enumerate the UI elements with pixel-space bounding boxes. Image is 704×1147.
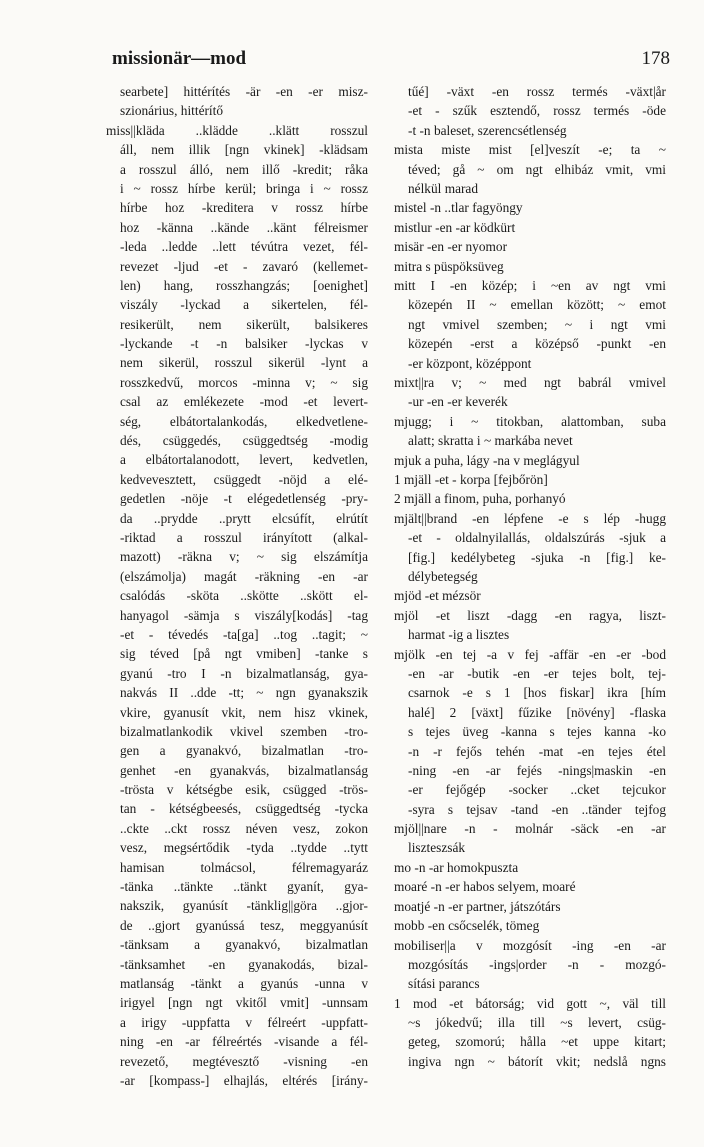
entry-line: -syra s tejsav -tand -en ..tänder tejfog bbox=[408, 801, 666, 817]
entry-line: mistel -n ..tlar fagyöngy bbox=[394, 200, 523, 216]
entry-line: csarnok -e s 1 [hos fiskar] ikra [hím bbox=[408, 685, 666, 701]
entry-line: közepén II ~ emellan között; ~ emot bbox=[408, 297, 666, 313]
entry-line: da ..prydde ..prytt elcsúfít, elrútít bbox=[120, 510, 368, 526]
entry-line: mobb -en csőcselék, tömeg bbox=[394, 918, 540, 934]
entry-line: -trösta v kétségbe esik, csügged -trös- bbox=[120, 782, 368, 798]
entry-line: a irigy -uppfatta v félreért -uppfatt- bbox=[120, 1014, 368, 1030]
entry-line: mo -n -ar homokpuszta bbox=[394, 859, 519, 875]
entry-line: viszály -lyckad a sikertelen, fél- bbox=[120, 297, 368, 313]
entry-line: i ~ rossz hírbe kerül; bringa i ~ rossz bbox=[120, 180, 368, 196]
entry-line: szionárius, hittérítő bbox=[120, 103, 224, 119]
entry-line: mista miste mist [el]veszít -e; ta ~ bbox=[394, 142, 666, 158]
entry-line: gen a gyanakvó, bizalmatlan -tro- bbox=[120, 743, 368, 759]
entry-line: vesz, megsértődik -tyda ..tydde ..tytt bbox=[120, 840, 368, 856]
entry-line: mazott) -räkna v; ~ sig elszámítja bbox=[120, 549, 368, 565]
entry-line: halé] 2 [växt] fűzike [növény] -flaska bbox=[408, 704, 666, 720]
entry-line: csalódás -sköta ..skötte ..skött el- bbox=[120, 588, 368, 604]
entry-line: revezet -ljud -et - zavaró (kellemet- bbox=[120, 258, 368, 274]
entry-line: gedetlen -nöje -t elégedetlenség -pry- bbox=[120, 491, 368, 507]
entry-line: tan - kétségbeesés, csüggedtség -tycka bbox=[120, 801, 368, 817]
entry-line: de ..gjort gyanússá tesz, meggyanúsít bbox=[120, 917, 368, 933]
entry-line: alatt; skratta i ~ markába nevet bbox=[408, 433, 573, 449]
entry-line: a rosszul álló, nem illő -kredit; råka bbox=[120, 161, 368, 177]
entry-line: -riktad a rosszul irányított (alkal- bbox=[120, 530, 368, 545]
entry-line: -et - oldalnyilallás, oldalszúrás -sjuk a bbox=[408, 530, 666, 546]
entry-line: téved; gå ~ om ngt elhibáz vmit, vmi bbox=[408, 161, 666, 177]
entry-line: -leda ..ledde ..lett tévútra vezet, fél- bbox=[120, 239, 368, 255]
entry-line: mjöl||nare -n - molnár -säck -en -ar bbox=[394, 821, 666, 837]
entry-line: tűé] -växt -en rossz termés -växt|år bbox=[408, 84, 666, 99]
entry-line: vkire, gyanusít vkit, nem hisz vkinek, bbox=[120, 704, 368, 720]
entry-line: -et - tévedés -ta[ga] ..tog ..tagit; ~ bbox=[120, 626, 368, 642]
entry-line: -tänksam a gyanakvó, bizalmatlan bbox=[120, 937, 368, 953]
entry-line: -lyckande -t -n balsiker -lyckas v bbox=[120, 336, 368, 352]
entry-line: s tejes üveg -kanna s tejes kanna -ko bbox=[408, 724, 666, 740]
entry-line: mixt||ra v; ~ med ngt babrál vmivel bbox=[394, 374, 666, 390]
entry-line: searbete] hittérítés -är -en -er misz- bbox=[120, 84, 368, 99]
entry-line: mjuk a puha, lágy -na v meglágyul bbox=[394, 452, 580, 468]
entry-line: mobiliser||a v mozgósít -ing -en -ar bbox=[394, 937, 666, 953]
entry-line: nem sikerül, rosszul sikerül -lynt a bbox=[120, 355, 368, 371]
entry-line: a elbátortalanodott, levert, kedvetlen, bbox=[120, 452, 368, 468]
entry-line: közepén -erst a középső -punkt -en bbox=[408, 336, 666, 352]
entry-line: 1 mod -et bátorság; vid gott ~, väl till bbox=[394, 995, 666, 1011]
entry-line: ingiva ngn ~ bátorít vkit; nedslå ngns bbox=[408, 1053, 666, 1069]
entry-line: ning -en -ar félreértés -visande a fél- bbox=[120, 1034, 368, 1050]
entry-line: mjölk -en tej -a v fej -affär -en -er -bod bbox=[394, 646, 666, 662]
entry-line: moatjé -n -er partner, játszótárs bbox=[394, 898, 561, 914]
entry-line: nélkül marad bbox=[408, 180, 479, 196]
entry-line: sig téved [på ngt vmiben] -tanke s bbox=[120, 646, 368, 662]
entry-line: csal az emlékezete -mod -et levert- bbox=[120, 394, 368, 410]
entry-line: liszteszsák bbox=[408, 840, 466, 856]
entry-line: miss||kläda ..klädde ..klätt rosszul bbox=[106, 122, 368, 138]
entry-line: -ur -en -er keverék bbox=[408, 394, 508, 410]
entry-line: mjält||brand -en lépfene -e s lép -hugg bbox=[394, 510, 666, 526]
entry-line: gyanú -tro I -n bizalmatlanság, gya- bbox=[120, 665, 368, 681]
entry-line: -tänksamhet -en gyanakodás, bizal- bbox=[120, 956, 368, 972]
entry-line: mozgósítás -ings|order -n - mozgó- bbox=[408, 956, 666, 972]
entry-line: nakvás II ..dde -tt; ~ ngn gyanakszik bbox=[120, 685, 368, 701]
running-head: missionär—mod bbox=[112, 48, 247, 69]
entry-line: -er központ, középpont bbox=[408, 355, 532, 371]
entry-line: ~s jókedvű; illa till ~s levert, csüg- bbox=[408, 1015, 666, 1031]
entry-line: kedvevesztett, csüggedt -nöjd a elé- bbox=[120, 471, 368, 487]
entry-line: ség, elbátortalankodás, elkedvetlene- bbox=[120, 413, 368, 429]
entry-line: mjöl -et liszt -dagg -en ragya, liszt- bbox=[394, 607, 666, 623]
entry-line: hírbe hoz -kreditera v rossz hírbe bbox=[120, 200, 368, 216]
entry-line: ..ckte ..ckt rossz néven vesz, zokon bbox=[120, 820, 368, 836]
entry-line: -er fejőgép -socker ..cket tejcukor bbox=[408, 782, 666, 798]
page-header bbox=[112, 48, 670, 78]
entry-line: mitt I -en közép; i ~en av ngt vmi bbox=[394, 278, 666, 293]
entry-line: -n -r fejős tehén -mat -en tejes étel bbox=[408, 743, 666, 759]
entry-line: bizalmatlankodik vkivel szemben -tro- bbox=[120, 723, 368, 739]
entry-line: revezető, megtévesztő -visning -en bbox=[120, 1053, 368, 1069]
entry-line: irigyel [ngn ngt vkitől vmit] -unnsam bbox=[120, 995, 368, 1011]
entry-line: mjugg; i ~ titokban, alattomban, suba bbox=[394, 413, 666, 429]
entry-line: geteg, szomorú; hålla ~et uppe kitart; bbox=[408, 1034, 666, 1050]
entry-line: genhet -en gyanakvás, bizalmatlanság bbox=[120, 762, 368, 778]
entry-line: -tänka ..tänkte ..tänkt gyanít, gya- bbox=[120, 879, 368, 895]
entry-line: moaré -n -er habos selyem, moaré bbox=[394, 879, 576, 895]
right-column bbox=[394, 82, 666, 1071]
page-number: 178 bbox=[641, 48, 670, 69]
entry-line: len) hang, rosszhangzás; [oenighet] bbox=[120, 277, 368, 293]
entry-line: matlanság -tänkt a gyanús -unna v bbox=[120, 975, 368, 991]
entry-line: dés, csüggedés, csüggedtség -modig bbox=[120, 433, 368, 449]
entry-line: harmat -ig a lisztes bbox=[408, 627, 510, 643]
entry-line: 1 mjäll -et - korpa [fejbőrön] bbox=[394, 471, 548, 487]
entry-line: nakszik, gyanúsít -tänklig||göra ..gjor- bbox=[120, 898, 368, 914]
entry-line: resikerült, nem sikerült, balsikeres bbox=[120, 316, 368, 332]
entry-line: áll, nem illik [ngn vkinek] -klädsam bbox=[120, 142, 368, 158]
entry-line: misär -en -er nyomor bbox=[394, 239, 508, 255]
entry-line: hamisan tolmácsol, félremagyaráz bbox=[120, 859, 368, 875]
entry-line: -en -ar -butik -en -er tejes bolt, tej- bbox=[408, 665, 666, 681]
entry-line: -ar [kompass-] elhajlás, eltérés [irány- bbox=[120, 1072, 368, 1088]
entry-line: [fig.] kedélybeteg -sjuka -n [fig.] ke- bbox=[408, 549, 666, 565]
entry-line: -t -n baleset, szerencsétlenség bbox=[408, 122, 567, 138]
entry-line: sítási parancs bbox=[408, 976, 480, 992]
entry-line: hanyagol -sämja s viszály[kodás] -tag bbox=[120, 607, 368, 623]
entry-line: 2 mjäll a finom, puha, porhanyó bbox=[394, 491, 566, 507]
entry-line: hoz -känna ..kände ..känt félreismer bbox=[120, 219, 368, 235]
entry-line: -ning -en -ar fejés -nings|maskin -en bbox=[408, 762, 666, 778]
entry-line: délybetegség bbox=[408, 568, 478, 584]
entry-line: rosszkedvű, morcos -minna v; ~ sig bbox=[120, 374, 368, 390]
entry-line: mitra s püspöksüveg bbox=[394, 258, 504, 274]
entry-line: ngt vmivel szemben; ~ i ngt vmi bbox=[408, 316, 666, 332]
entry-line: mistlur -en -ar ködkürt bbox=[394, 219, 516, 235]
left-column bbox=[106, 82, 368, 1090]
entry-line: -et - szűk esztendő, rossz termés -öde bbox=[408, 103, 666, 119]
entry-line: mjöd -et mézsör bbox=[394, 588, 481, 604]
entry-line: (elszámolja) magát -räkning -en -ar bbox=[120, 568, 368, 584]
